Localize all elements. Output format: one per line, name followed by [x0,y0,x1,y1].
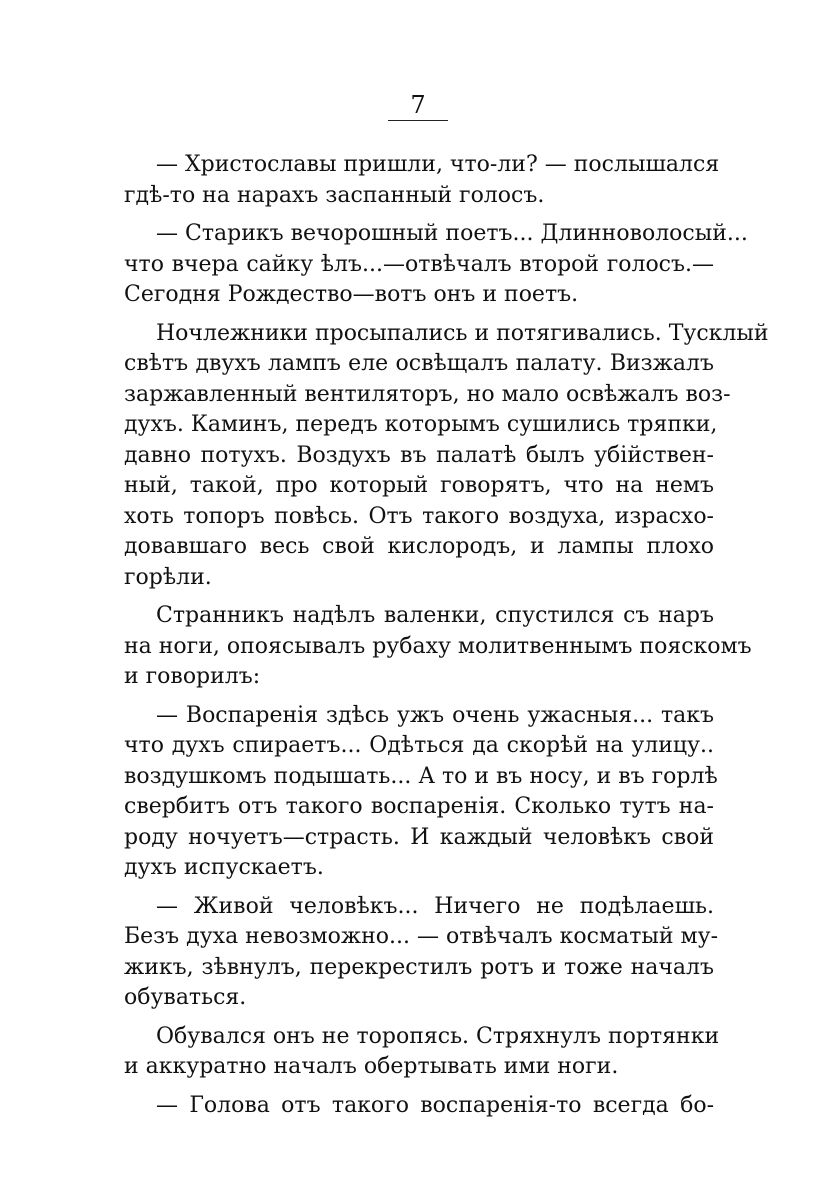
text-line: — Воспаренія здѣсь ужъ очень ужасныя... такъ [156,702,714,728]
text-line: роду ночуетъ—страсть. И каждый человѣкъ свой [124,824,714,850]
text-line: что вчера сайку ѣлъ...—отвѣчалъ второй голосъ.— [124,251,714,277]
paragraph [124,150,720,211]
text-line: жикъ, зѣвнулъ, перекрестилъ ротъ и тоже началъ [124,954,714,980]
text-line: духъ. Каминъ, передъ которымъ сушились тряпки, [124,412,718,437]
paragraph [124,892,719,1014]
text-line: на ноги, опоясывалъ рубаху молитвеннымъ пояскомъ [124,633,752,659]
page-number-rule [388,120,448,121]
paragraph [124,219,748,311]
paragraph [124,1022,720,1083]
body-text [124,150,769,1129]
text-line: давно потухъ. Воздухъ въ палатѣ былъ убійствен- [124,442,714,468]
text-line: духъ испускаетъ. [124,855,324,880]
text-line: заржавленный вентиляторъ, но мало освѣжалъ воз- [124,381,731,407]
text-line: Странникъ надѣлъ валенки, спустился съ наръ [156,603,714,628]
text-line: Безъ духа невозможно... — отвѣчалъ косматый му- [124,924,719,949]
text-line: воздушкомъ подышать... А то и въ носу, и въ горлѣ [124,763,718,789]
text-line: — Живой человѣкъ... Ничего не подѣлаешь. [156,893,714,919]
text-line: и говорилъ: [124,664,261,689]
text-line: — Христославы пришли, что-ли? — послышался [156,152,720,177]
text-line: обуваться. [124,985,247,1010]
text-line: и аккуратно началъ обертывать ими ноги. [124,1054,619,1079]
text-line: Сегодня Рождество—вотъ онъ и поетъ. [124,282,579,307]
paragraph [124,1091,714,1122]
text-line: довавшаго весь свой кислородъ, и лампы плохо [124,534,714,559]
text-line: свѣтъ двухъ лампъ еле освѣщалъ палату. Визжалъ [124,351,714,376]
paragraph [124,601,752,693]
text-line: Ночлежники просыпались и потягивались. Тусклый [156,320,769,346]
text-line: — Голова отъ такого воспаренія-то всегда бо- [156,1092,714,1118]
paragraph [124,701,718,884]
text-line: что духъ спираетъ... Одѣться да скорѣй на улицу.. [124,733,714,758]
text-line: гдѣ-то на нарахъ заспанный голосъ. [124,182,545,208]
paragraph [124,319,769,594]
text-line: — Старикъ вечорошный поетъ... Длинноволосый... [156,221,748,246]
text-line: горѣли. [124,564,212,590]
text-line: хоть топоръ повѣсь. Отъ такого воздуха, израсхо- [124,503,714,529]
page-number: 7 [410,91,426,119]
text-line: ный, такой, про который говорятъ, что на немъ [124,473,714,498]
text-line: свербитъ отъ такого воспаренія. Сколько тутъ на- [124,794,714,819]
text-line: Обувался онъ не торопясь. Стряхнулъ портянки [156,1023,720,1049]
